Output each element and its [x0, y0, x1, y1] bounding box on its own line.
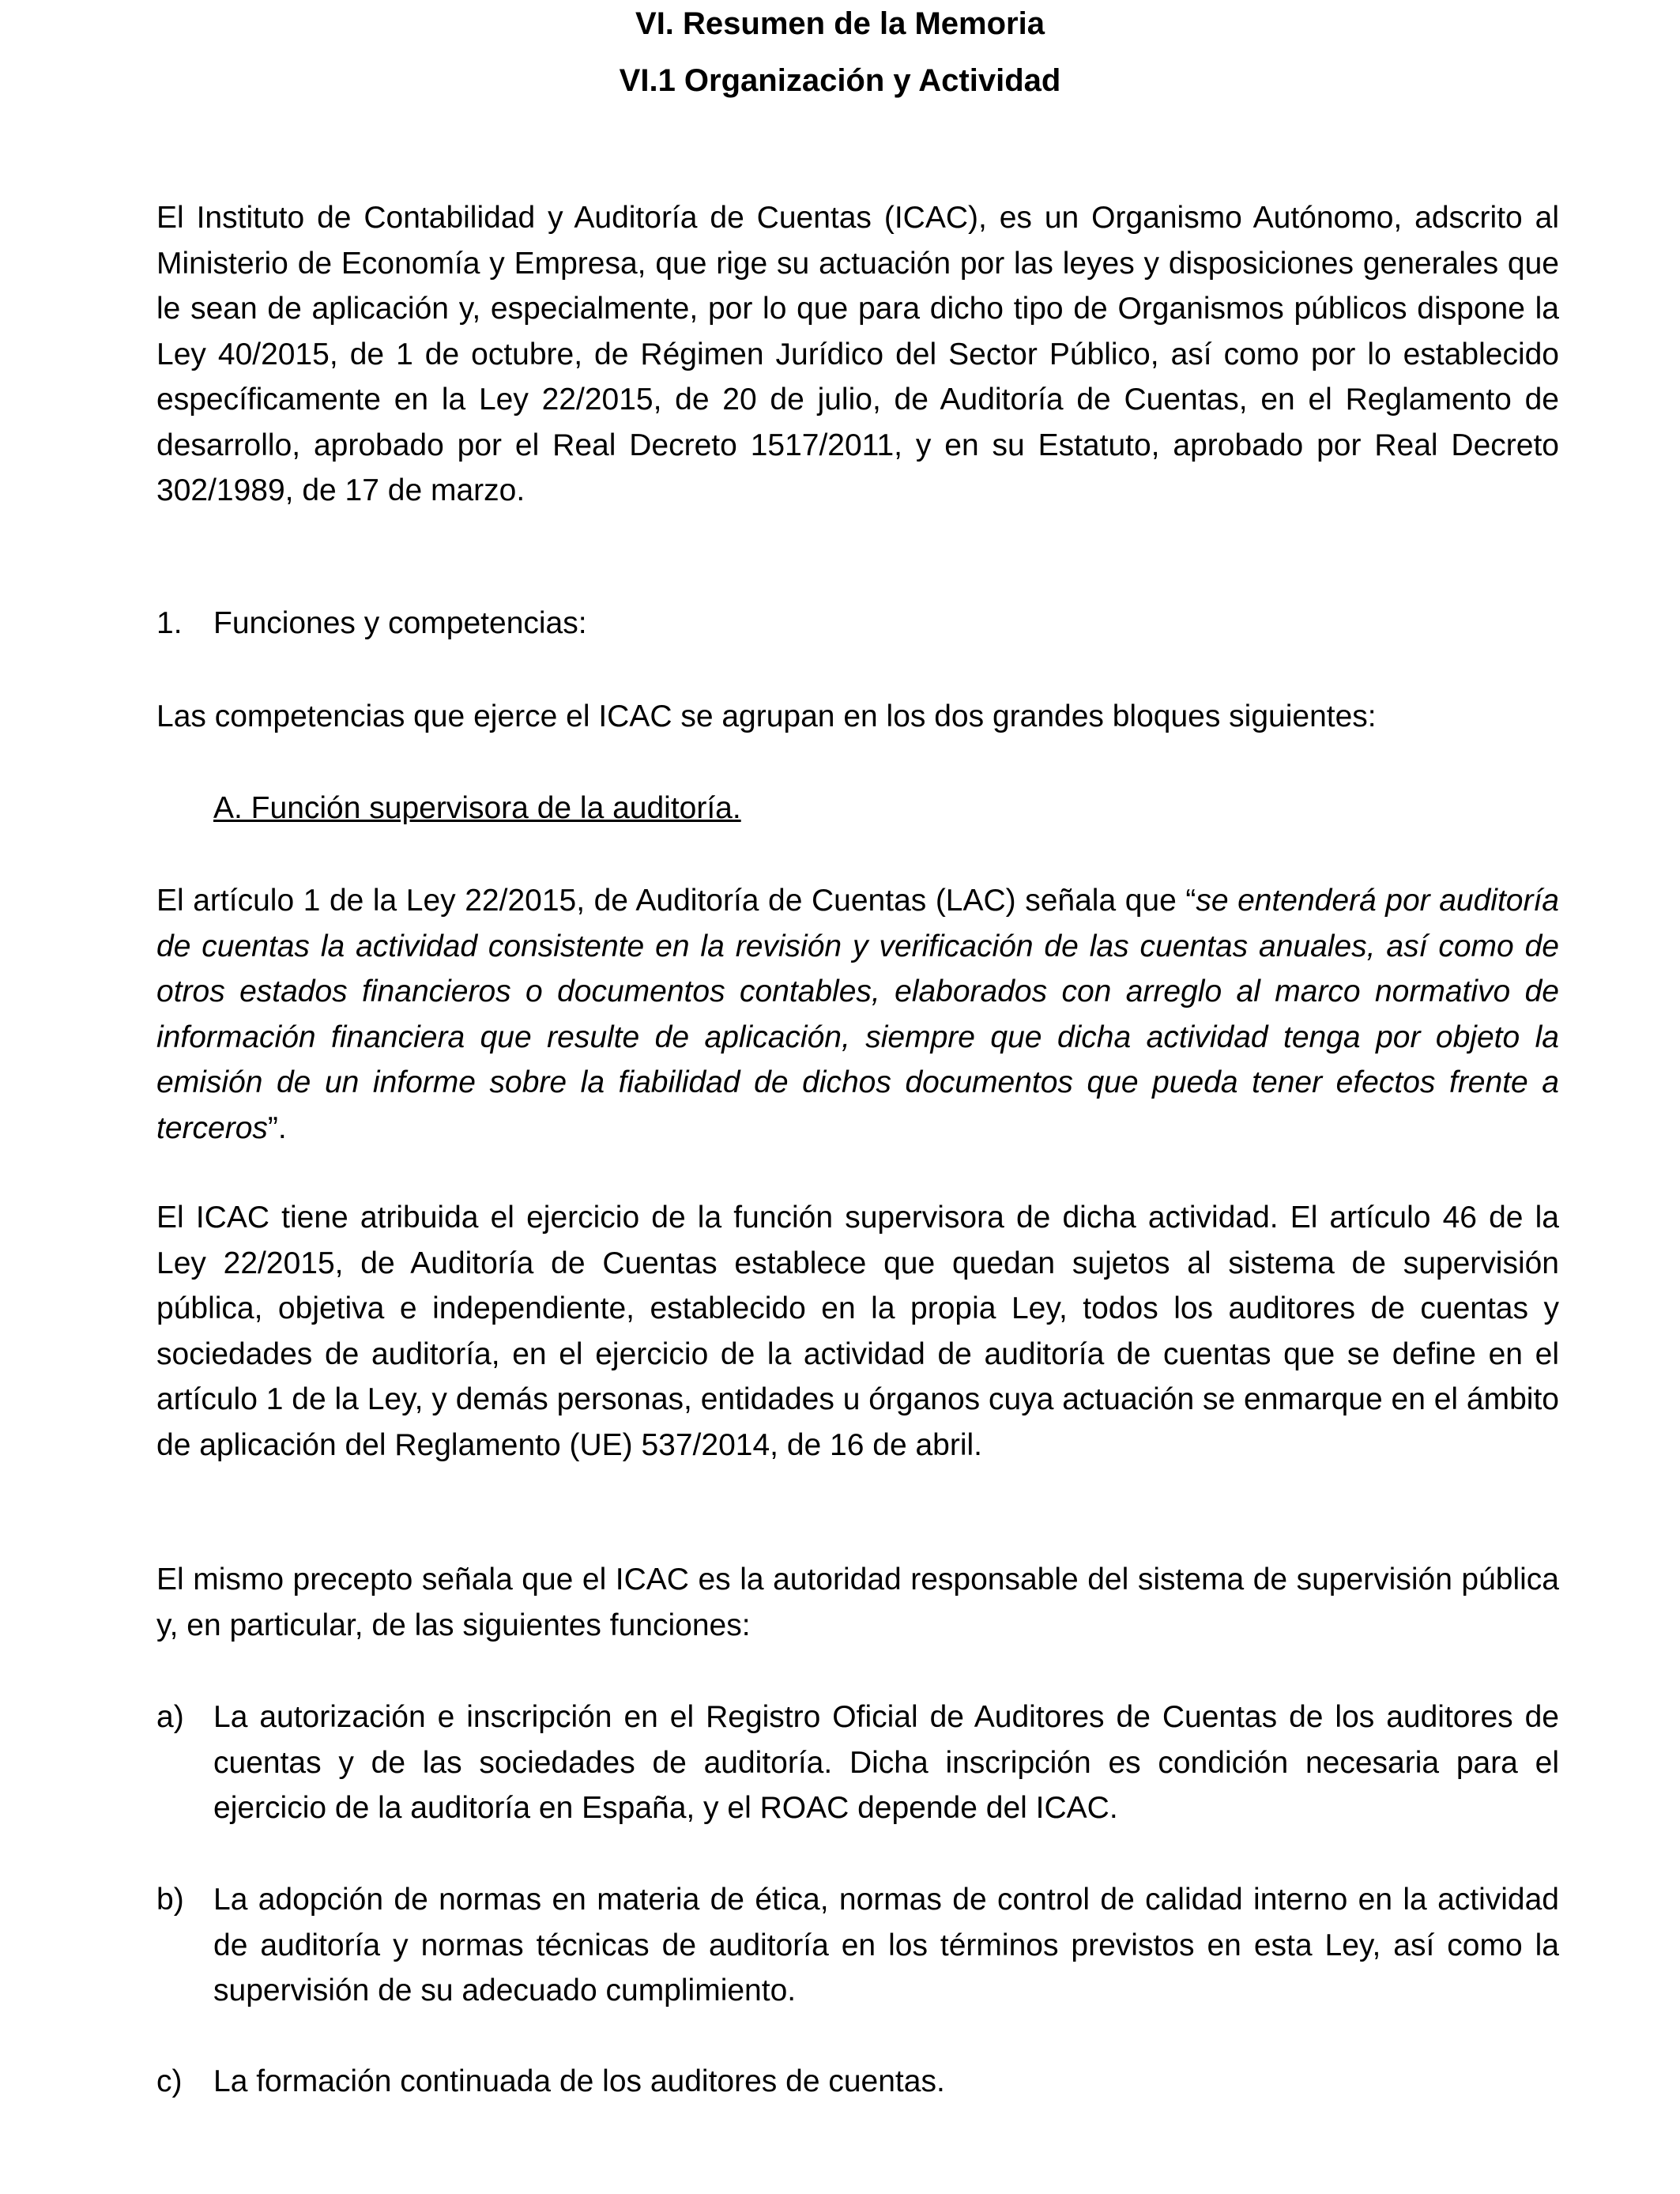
- list-marker: b): [156, 1883, 184, 1917]
- list-marker: c): [156, 2064, 183, 2098]
- subheading-supervisory-function: A. Función supervisora de la auditoría.: [213, 791, 741, 825]
- paragraph-organization: El Instituto de Contabilidad y Auditoría de Cuentas (ICAC), es un Organismo Autónomo, adscrito al Ministerio de Economía y Empresa, que rige su actuación por las leyes y disposiciones generales que le sean de aplicación y, especialmente, por lo que para dicho tipo de Organismos públicos dispone la Ley 40/2015, de 1 de octubre, de Régimen Jurídico del Sector Público, así como por lo establecido específicamente en la Ley 22/2015, de 20 de julio, de Auditoría de Cuentas, en el Reglamento de desarrollo, aprobado por el Real Decreto 1517/2011, y en su Estatuto, aprobado por Real Decreto 302/1989, de 17 de marzo.: [156, 201, 1559, 507]
- list-item-text: Funciones y competencias:: [213, 606, 587, 640]
- list-marker: 1.: [156, 606, 183, 640]
- paragraph-text: ”.: [267, 1110, 287, 1145]
- document-title: VI. Resumen de la Memoria: [635, 6, 1045, 41]
- list-item-b: [156, 1877, 1559, 2014]
- section-title: VI.1 Organización y Actividad: [619, 63, 1061, 98]
- legal-quote: se entenderá por auditoría de cuentas la actividad consistente en la revisión y verificación de las cuentas anuales, así como de otros estados financieros o documentos contables, elaborados con arreglo al marco normativo de información financiera que resulte de aplicación, siempre que dicha actividad tenga por objeto la emisión de un informe sobre la fiabilidad de dichos documentos que pueda tener efectos frente a terceros: [156, 884, 1559, 1145]
- paragraph-article-1: [156, 878, 1559, 1151]
- list-item-text: La formación continuada de los auditores de cuentas.: [213, 2064, 945, 2098]
- list-item-text: La autorización e inscripción en el Registro Oficial de Auditores de Cuentas de los auditores de cuentas y de las sociedades de auditoría. Dicha inscripción es condición necesaria para el ejercicio de la auditoría en España, y el ROAC depende del ICAC.: [213, 1700, 1559, 1825]
- paragraph-competences: Las competencias que ejerce el ICAC se agrupan en los dos grandes bloques siguientes:: [156, 699, 1377, 733]
- numbered-item-functions: [156, 601, 1559, 647]
- list-marker: a): [156, 1700, 184, 1734]
- paragraph-text: El artículo 1 de la Ley 22/2015, de Auditoría de Cuentas (LAC) señala que “: [156, 884, 1196, 918]
- paragraph-authority: El mismo precepto señala que el ICAC es la autoridad responsable del sistema de supervisión pública y, en particular, de las siguientes funciones:: [156, 1563, 1559, 1642]
- list-item-c: [156, 2059, 1559, 2105]
- paragraph-article-46: El ICAC tiene atribuida el ejercicio de la función supervisora de dicha actividad. El artículo 46 de la Ley 22/2015, de Auditoría de Cuentas establece que quedan sujetos al sistema de supervisión pública, objetiva e independiente, establecido en la propia Ley, todos los auditores de cuentas y sociedades de auditoría, en el ejercicio de la actividad de auditoría de cuentas que se define en el artículo 1 de la Ley, y demás personas, entidades u órganos cuya actuación se enmarque en el ámbito de aplicación del Reglamento (UE) 537/2014, de 16 de abril.: [156, 1201, 1559, 1462]
- list-item-a: [156, 1695, 1559, 1831]
- list-item-text: La adopción de normas en materia de ética, normas de control de calidad interno en la actividad de auditoría y normas técnicas de auditoría en los términos previstos en esta Ley, así como la supervisión de su adecuado cumplimiento.: [213, 1883, 1559, 2007]
